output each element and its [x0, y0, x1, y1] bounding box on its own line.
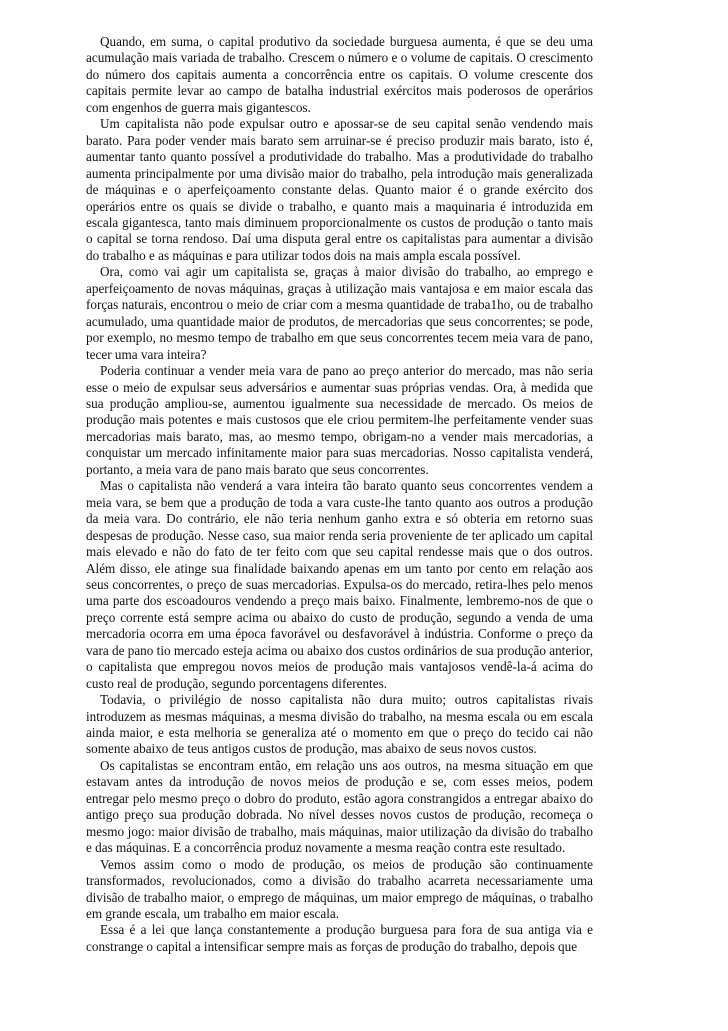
paragraph-3: Ora, como vai agir um capitalista se, graças à maior divisão do trabalho, ao emprego e aperfeiçoamento de novas máquinas, graças à utilização mais vantajosa e em maior escala das forças naturais, encontrou o meio de criar com a mesma quantidade de traba1ho, ou de trabalho acumulado, uma quantidade maior de produtos, de mercadorias que seus concorrentes; se pode, por exemplo, no mesmo tempo de trabalho em que seus concorrentes tecem meia vara de pano, tecer uma vara inteira?	[86, 264, 593, 362]
paragraph-8: Vemos assim como o modo de produção, os meios de produção são continuamente transformados, revolucionados, como a divisão do trabalho acarreta necessariamente uma divisão de trabalho maior, o emprego de máquinas, um maior emprego de máquinas, o trabalho em grande escala, um trabalho em maior escala.	[86, 856, 593, 922]
paragraph-9: Essa é a lei que lança constantemente a produção burguesa para fora de sua antiga via e constrange o capital a intensificar sempre mais as forças de produção do trabalho, depois que	[86, 922, 593, 954]
paragraph-6: Todavia, o privilégio de nosso capitalista não dura muito; outros capitalistas rivais introduzem as mesmas máquinas, a mesma divisão do trabalho, na mesma escala ou em escala ainda maior, e esta melhoria se generaliza até o momento em que o preço do tecido cai não somente abaixo de teus antigos custos de produção, mas abaixo de seus novos custos.	[86, 692, 593, 757]
paragraph-4: Poderia continuar a vender meia vara de pano ao preço anterior do mercado, mas não seria esse o meio de expulsar seus adversários e aumentar suas próprias vendas. Ora, à medida que sua produção ampliou-se, aumentou igualmente sua necessidade de mercado. Os meios de produção mais potentes e mais custosos que ele criou permitem-lhe perfeitamente vender suas mercadorias mais barato, mas, ao mesmo tempo, obrigam-no a vender mais mercadorias, a conquistar um mercado infinitamente maior para suas mercadorias. Nosso capitalista venderá, portanto, a meia vara de pano mais barato que seus concorrentes.	[86, 363, 593, 477]
paragraph-5: Mas o capitalista não venderá a vara inteira tão barato quanto seus concorrentes vendem a meia vara, se bem que a produção de toda a vara custe-lhe tanto quanto aos outros a produção da meia vara. Do contrário, ele não teria nenhum ganho extra e só obteria em retorno suas despesas de produção. Nesse caso, sua maior renda seria proveniente de ter aplicado um capital mais elevado e não do fato de ter feito com que seu capital rendesse mais que o dos outros. Além disso, ele atinge sua finalidade baixando apenas em um tanto por cento em relação aos seus concorrentes, o preço de suas mercadorias. Expulsa-os do mercado, retira-lhes pelo menos uma parte dos escoadouros vendendo a preço mais baixo. Finalmente, lembremo-nos de que o preço corrente está sempre acima ou abaixo do custo de produção, segundo a venda de uma mercadoria ocorra em uma época favorável ou desfavorável à indústria. Conforme o preço da vara de pano tio mercado esteja acima ou abaixo dos custos ordinários de sua produção anterior, o capitalista que empregou novos meios de produção mais vantajosos vendê-la-á acima do custo real de produção, segundo porcentagens diferentes.	[86, 478, 594, 691]
paragraph-7: Os capitalistas se encontram então, em relação uns aos outros, na mesma situação em que estavam antes da introdução de novos meios de produção e se, com esses meios, podem entregar pelo mesmo preço o dobro do produto, estão agora constrangidos a entregar abaixo do antigo preço sua produção dobrada. No nível desses novos custos de produção, recomeça o mesmo jogo: maior divisão de trabalho, mais máquinas, maior utilização da divisão do trabalho e das máquinas. E a concorrência produz novamente a mesma reação contra este resultado.	[86, 757, 593, 856]
document-page	[86, 34, 593, 955]
paragraph-2: Um capitalista não pode expulsar outro e apossar-se de seu capital senão vendendo mais barato. Para poder vender mais barato sem arruinar-se é preciso produzir mais barato, isto é, aumentar tanto quanto possível a produtividade do trabalho. Mas a produtividade do trabalho aumenta principalmente por uma divisão maior do trabalho, pela introdução mais generalizada de máquinas e o aperfeiçoamento constante delas. Quanto maior é o grande exército dos operários entre os quais se divide o trabalho, e quanto mais a maquinaria é introduzida em escala gigantesca, tanto mais diminuem proporcionalmente os custos de produção o tanto mais o capital se torna rendoso. Daí uma disputa geral entre os capitalistas para aumentar a divisão do trabalho e as máquinas e para utilizar todos dois na mais ampla escala possível.	[86, 116, 593, 263]
paragraph-1: Quando, em suma, o capital produtivo da sociedade burguesa aumenta, é que se deu uma acumulação mais variada de trabalho. Crescem o número e o volume de capitais. O crescimento do número dos capitais aumenta a concorrência entre os capitais. O volume crescente dos capitais permite levar ao campo de batalha industrial exércitos mais poderosos de operários com engenhos de guerra mais gigantescos.	[86, 34, 593, 115]
